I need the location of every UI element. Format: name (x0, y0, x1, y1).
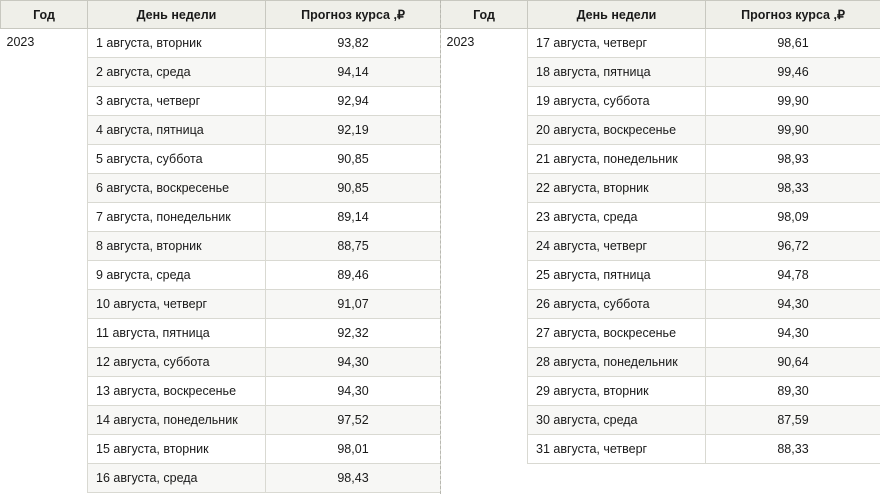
day-cell: 20 августа, воскресенье (528, 116, 706, 145)
table-left-header (1, 1, 441, 29)
table-row (441, 29, 880, 58)
day-cell: 22 августа, вторник (528, 174, 706, 203)
day-cell: 8 августа, вторник (88, 232, 266, 261)
rate-cell: 99,46 (706, 58, 880, 87)
rate-cell: 98,33 (706, 174, 880, 203)
rate-cell: 90,85 (266, 174, 441, 203)
rate-cell: 92,94 (266, 87, 441, 116)
day-cell: 30 августа, среда (528, 406, 706, 435)
rate-cell: 98,43 (266, 464, 441, 493)
rate-cell: 89,30 (706, 377, 880, 406)
column-header-day: День недели (528, 1, 706, 29)
table-left-body (1, 29, 441, 493)
rate-cell: 98,09 (706, 203, 880, 232)
year-cell: 2023 (1, 29, 88, 493)
rate-cell: 98,01 (266, 435, 441, 464)
rate-cell: 88,33 (706, 435, 880, 464)
rate-cell: 94,30 (706, 290, 880, 319)
rate-cell: 87,59 (706, 406, 880, 435)
day-cell: 23 августа, среда (528, 203, 706, 232)
column-header-day: День недели (88, 1, 266, 29)
day-cell: 28 августа, понедельник (528, 348, 706, 377)
rate-cell: 90,64 (706, 348, 880, 377)
rate-cell: 94,30 (266, 348, 441, 377)
column-header-rate: Прогноз курса ,₽ (266, 1, 441, 29)
day-cell: 26 августа, суббота (528, 290, 706, 319)
day-cell: 14 августа, понедельник (88, 406, 266, 435)
rate-cell: 88,75 (266, 232, 441, 261)
column-header-year: Год (441, 1, 528, 29)
day-cell: 3 августа, четверг (88, 87, 266, 116)
column-header-year: Год (1, 1, 88, 29)
header-row (1, 1, 441, 29)
rate-cell: 96,72 (706, 232, 880, 261)
rate-cell: 98,61 (706, 29, 880, 58)
day-cell: 13 августа, воскресенье (88, 377, 266, 406)
day-cell: 9 августа, среда (88, 261, 266, 290)
table-right-header (441, 1, 880, 29)
day-cell: 7 августа, понедельник (88, 203, 266, 232)
day-cell: 5 августа, суббота (88, 145, 266, 174)
rate-cell: 94,30 (266, 377, 441, 406)
day-cell: 17 августа, четверг (528, 29, 706, 58)
day-cell: 29 августа, вторник (528, 377, 706, 406)
day-cell: 25 августа, пятница (528, 261, 706, 290)
table-right-body (441, 29, 880, 464)
rate-cell: 89,14 (266, 203, 441, 232)
day-cell: 27 августа, воскресенье (528, 319, 706, 348)
day-cell: 16 августа, среда (88, 464, 266, 493)
day-cell: 4 августа, пятница (88, 116, 266, 145)
rate-cell: 91,07 (266, 290, 441, 319)
rate-cell: 90,85 (266, 145, 441, 174)
rate-cell: 97,52 (266, 406, 441, 435)
table-row (1, 29, 441, 58)
day-cell: 24 августа, четверг (528, 232, 706, 261)
day-cell: 10 августа, четверг (88, 290, 266, 319)
rate-cell: 94,78 (706, 261, 880, 290)
rate-cell: 92,32 (266, 319, 441, 348)
header-row (441, 1, 880, 29)
rate-cell: 98,93 (706, 145, 880, 174)
day-cell: 19 августа, суббота (528, 87, 706, 116)
rate-cell: 99,90 (706, 116, 880, 145)
rate-cell: 94,14 (266, 58, 441, 87)
day-cell: 1 августа, вторник (88, 29, 266, 58)
year-cell: 2023 (441, 29, 528, 464)
rate-cell: 99,90 (706, 87, 880, 116)
rate-cell: 93,82 (266, 29, 441, 58)
day-cell: 2 августа, среда (88, 58, 266, 87)
day-cell: 11 августа, пятница (88, 319, 266, 348)
rate-cell: 89,46 (266, 261, 441, 290)
day-cell: 6 августа, воскресенье (88, 174, 266, 203)
day-cell: 12 августа, суббота (88, 348, 266, 377)
column-divider (440, 0, 441, 494)
day-cell: 31 августа, четверг (528, 435, 706, 464)
day-cell: 21 августа, понедельник (528, 145, 706, 174)
forecast-table-right (440, 0, 880, 494)
rate-cell: 92,19 (266, 116, 441, 145)
rate-cell: 94,30 (706, 319, 880, 348)
day-cell: 15 августа, вторник (88, 435, 266, 464)
day-cell: 18 августа, пятница (528, 58, 706, 87)
column-header-rate: Прогноз курса ,₽ (706, 1, 880, 29)
table-right (440, 0, 880, 464)
